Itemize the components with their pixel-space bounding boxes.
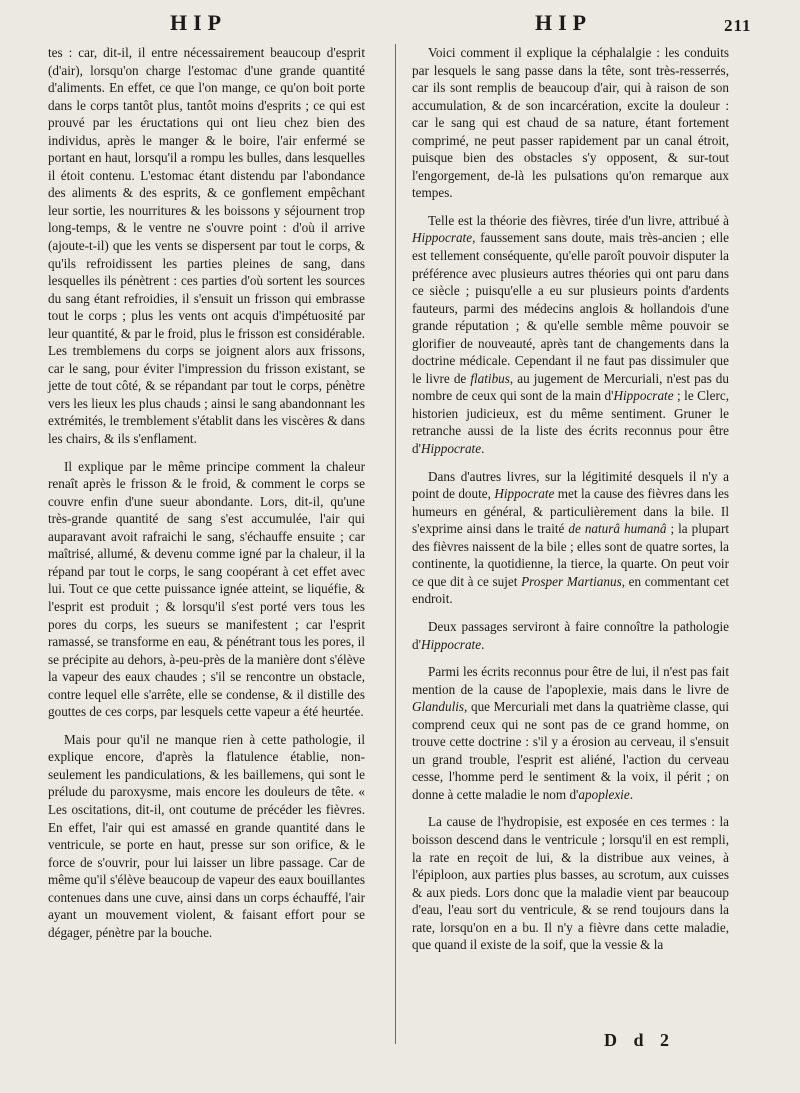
italic-term: apoplexie (578, 786, 630, 802)
left-column (48, 44, 365, 951)
signature-mark: D d 2 (604, 1030, 676, 1050)
italic-name: Hippocrate (494, 486, 555, 502)
paragraph: Mais pour qu'il ne manque rien à cette pathologie, il explique encore, d'après la flatulence établie, non-seulement les pandiculations, & les baillemens, qui sont le prélude du paroxysme, mais encore les douleurs de tête. « Les oscitations, dit-il, ont coutume de précéder les fièvres. En effet, l'air qui est amassé en grande quantité dans le ventricule, se porte en haut, presse sur son orifice, & le force de s'ouvrir, pour lui laisser un libre passage. Car de même qu'il s'élève beaucoup de vapeur des eaux bouillantes contenues dans une cuve, ainsi dans un corps échauffé, l'air ayant un mouvement violent, & faisant effort pour se dégager, pénètre par la bouche. (48, 731, 365, 940)
text-run: ; la plupart des fièvres naissent de la bile ; elles sont de quatre sortes, la continente, la quotidienne, la tierce, la quarte. On peut voir ce que dit à ce sujet (412, 521, 729, 589)
text-run: , au jugement de Mercuriali, n'est pas du nombre de ceux qui sont de la main d' (412, 370, 729, 404)
text-run: met la cause des fièvres dans les humeurs en général, & particulièrement dans la bile. Il s'exprime ainsi dans le traité (412, 486, 729, 537)
italic-name: Hippocrate (420, 441, 482, 457)
paragraph: La cause de l'hydropisie, est exposée en ces termes : la boisson descend dans le ventricule ; lorsqu'il en est rempli, la rate en reçoit de lui, & la distribue aux veines, à l'épiploon, aux parties plus basses, au scrotum, aux cuisses & aux pieds. Lors donc que la maladie vient par beaucoup d'eau, l'eau sort du ventricule, & se rend toujours dans la rate, lorsqu'on en a bu. Il n'y a fièvre dans cette maladie, que quand il existe de la soif, que la vessie & la (412, 814, 729, 953)
italic-title: Glandulis (412, 699, 465, 715)
right-column (412, 44, 729, 964)
italic-name: Hippocrate (420, 636, 482, 652)
paragraph: Il explique par le même principe comment la chaleur renaît après le frisson & le froid, & comment le corps se couvre enfin d'une sueur abondante. Lors, dit-il, qu'une très-grande quantité de sang s'est accumulée, l'air qui auparavant avoit rafraichi le sang, s'échauffe ensuite ; car maîtrisé, allumé, & devenu comme igné par la chaleur, il la répand par tout le corps, le sang coopérant à cet effet avec lui. Tout ce que cette puissance ignée atteint, se liquéfie, & l'esprit est produit ; & lorsqu'il s'est porté vers tous les pores du corps, les sueurs se manifestent ; car l'esprit ramassé, se transforme en eau, & pénétrant tous les pores, il se précipite au dehors, à-peu-près de la manière dont s'élève la vapeur des eaux chaudes ; s'il se rencontre un obstacle, contre lequel elle s'arrête, elle se condense, & il distille des gouttes de ces corps, par lesquels cette vapeur a été heurtée. (48, 458, 365, 720)
paragraph: Voici comment il explique la céphalalgie : les conduits par lesquels le sang passe dans la tête, sont très-resserrés, car ils sont remplis de beaucoup d'air, qui à raison de son accumulation, & de son incarcération, excite la douleur : car le sang qui est chaud de sa nature, étant fortement comprimé, ne peut passer rapidement par un canal étroit, puisque bien des obstacles s'y opposent, & sur-tout l'engorgement, de-là les pulsations qu'on remarque aux tempes. (412, 45, 729, 201)
paragraph (412, 468, 729, 608)
text-run: Parmi les écrits reconnus pour être de lui, il n'est pas fait mention de la cause de l'apoplexie, mais dans le livre de (412, 664, 729, 697)
italic-name: Prosper Martianus (521, 573, 622, 589)
text-run: ; le Clerc, historien judicieux, est du même sentiment. Gruner le retranche aussi de la liste des écrits reconnus pour être d' (412, 388, 729, 457)
page-number: 211 (724, 16, 752, 35)
paragraph (412, 663, 729, 803)
text-run: . (629, 786, 633, 802)
running-head-right: HIP (535, 10, 593, 35)
text-run: , faussement sans doute, mais très-ancien ; elle est tellement conséquente, qu'elle paroît pouvoir disputer la préférence avec plusieurs autres théories qui ont paru dans ce siècle ; puisqu'elle a eu sur plusieurs points d'ardents fauteurs, parmi des médecins anglois & hollandois d'une grande réputation ; & qu'elle semble même pouvoir se glorifier de nouveauté, après tant de changements dans la doctrine médicale. Cependant il ne faut pas dissimuler que le livre de (412, 230, 729, 386)
text-run: , que Mercuriali met dans la quatrième classe, qui comprend ceux qui ne sont pas de ce grand homme, on trouve cette doctrine : s'il y a érosion au cerveau, il s'ensuit un grand trouble, l'esprit est aliéné, l'action du cerveau cesse, l'homme perd le sentiment & la voix, il périt ; on donne à cette maladie le nom d' (412, 699, 729, 802)
italic-name: Hippocrate (613, 388, 674, 404)
italic-title: flatibus (470, 370, 510, 386)
paragraph (412, 212, 729, 458)
paragraph (412, 618, 729, 653)
paragraph: tes : car, dit-il, il entre nécessairement beaucoup d'esprit (d'air), lorsqu'on charge l'estomac d'une grande quantité d'aliments. En effet, ce que l'on mange, ce qu'on boit porte dans le corps tantôt plus, tantôt moins d'esprits ; ce qui est prouvé par les éructations qui ont lieu chez bien des individus, après le manger & le boire, l'air enfermé se portant en haut, lorsqu'il a rompu les bulles, dans lesquelles il étoit contenu. L'estomac étant distendu par l'abondance des aliments & des esprits, & ce gonflement empêchant leur sortie, les nourritures & les boissons y séjournent trop long-temps, & le ventre ne s'ouvre point : d'où il arrive (ajoute-t-il) que les vents se dispersent par tout le corps, & qu'ils refroidissent les parties pleines de sang, dans lesquelles ils pénètrent : ces parties d'où sortent les sources du sang étant refroidies, il s'ensuit un frisson qui embrasse tout le corps ; plus les vents ont acquis d'impétuosité par leur quantité, & par le froid, plus le frisson est considérable. Les tremblemens du corps se joignent alors aux frissons, car le sang, pour éviter l'impression du frisson existant, se jette de tout côté, & se répandant par tout le corps, pénètre vers les lieux les plus chauds ; ainsi le sang abandonnant les extrémités, le tremblement s'établit dans les viscères & dans les chairs, & ils s'enflament. (48, 45, 365, 447)
italic-name: Hippocrate (412, 230, 473, 246)
text-run: . (481, 441, 485, 457)
text-run: Dans d'autres livres, sur la légitimité desquels il n'y a point de doute, (412, 468, 729, 502)
text-run: Deux passages serviront à faire connoître la pathologie d' (412, 618, 729, 652)
running-head-left: HIP (170, 10, 228, 35)
italic-title: de naturâ humanâ (568, 521, 667, 537)
column-divider (395, 44, 396, 1044)
text-run: , en commentant cet endroit. (412, 573, 729, 607)
text-run: . (481, 636, 485, 652)
text-run: Telle est la théorie des fièvres, tirée d'un livre, attribué à (428, 212, 729, 228)
